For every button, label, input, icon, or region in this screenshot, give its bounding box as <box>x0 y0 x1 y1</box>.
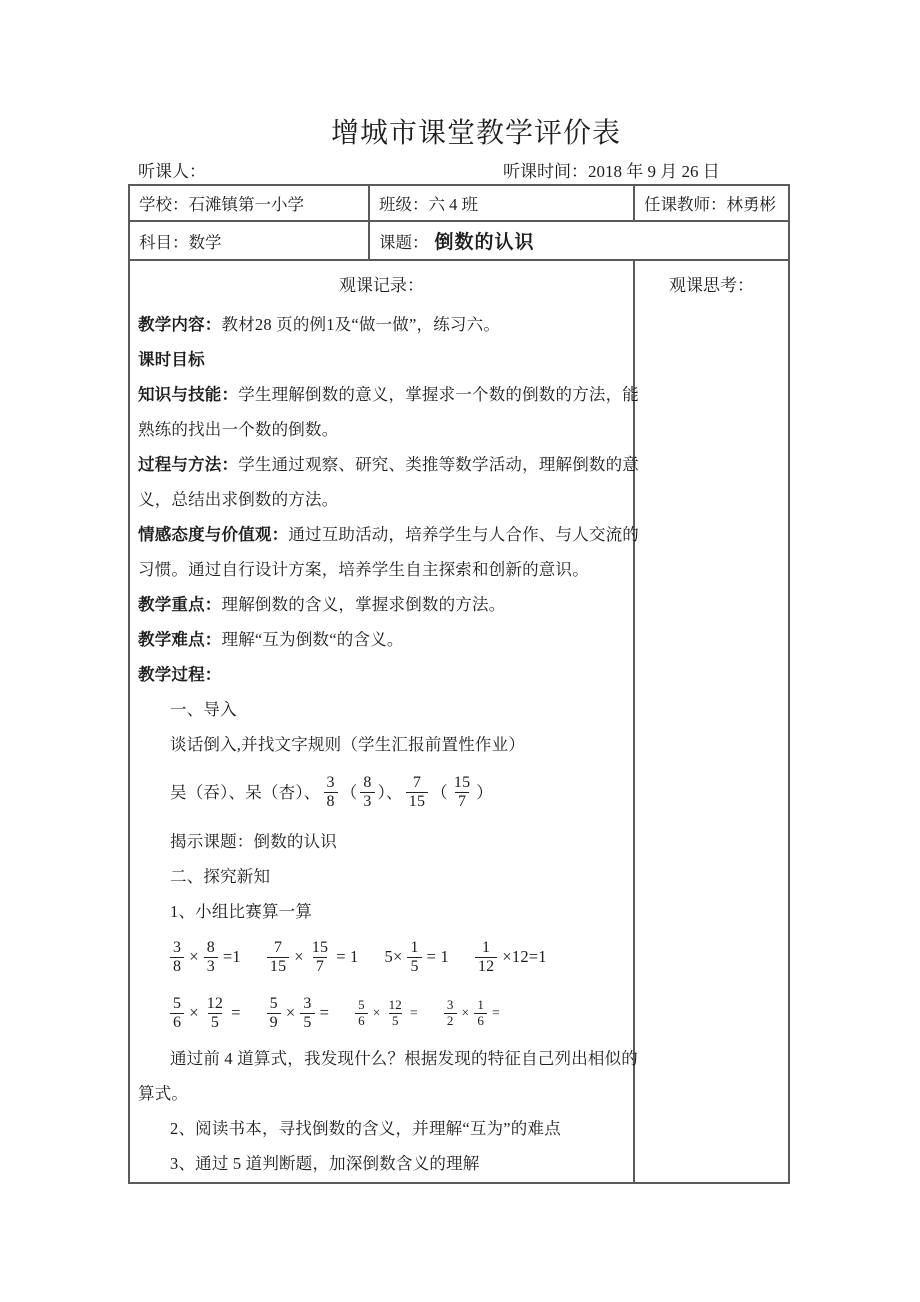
text-run: 算式。 <box>138 1084 189 1103</box>
record-line <box>130 377 640 412</box>
text-run: 熟练的找出一个数的倒数。 <box>138 420 339 439</box>
fraction-denominator: 5 <box>208 1013 222 1032</box>
text-run: 义，总结出求倒数的方法。 <box>138 490 339 509</box>
record-line <box>130 587 633 622</box>
fraction-numerator: 3 <box>303 994 312 1012</box>
fraction-numerator: 1 <box>410 938 419 956</box>
fraction <box>386 998 405 1028</box>
fraction-numerator: 3 <box>173 938 182 956</box>
fraction-numerator: 3 <box>446 997 454 1013</box>
record-line <box>130 307 633 342</box>
topic-value: 倒数的认识 <box>434 232 535 253</box>
fraction <box>475 939 497 975</box>
equation <box>444 998 500 1028</box>
record-line <box>130 859 633 894</box>
subject-label: 科目： <box>139 232 189 252</box>
fraction-numerator: 15 <box>453 774 471 792</box>
fraction-numerator: 5 <box>358 997 365 1013</box>
record-line <box>130 517 640 552</box>
text-run: 理解倒数的含义，掌握求倒数的方法。 <box>221 595 506 614</box>
topic-cell <box>370 222 788 259</box>
record-line <box>130 1146 633 1181</box>
fraction <box>355 998 368 1028</box>
fraction-denominator: 8 <box>170 957 184 976</box>
topic-label: 课题： <box>379 232 429 252</box>
fraction-denominator: 3 <box>360 792 374 811</box>
record-line <box>130 1041 638 1076</box>
text-run: = <box>410 1005 418 1020</box>
bold-run: 知识与技能： <box>138 385 239 404</box>
text-run: = 1 <box>336 947 359 966</box>
equation <box>267 939 359 975</box>
record-line <box>130 762 633 824</box>
fraction-numerator: 12 <box>388 997 403 1013</box>
text-run: 教材28 页的例1及“做一做”，练习六。 <box>221 315 501 334</box>
text-run: = <box>231 1003 241 1022</box>
record-content <box>130 307 640 1181</box>
fraction-denominator: 6 <box>355 1013 368 1028</box>
evaluation-table <box>128 184 790 1184</box>
fraction-denominator: 3 <box>204 957 218 976</box>
text-run: （ <box>340 783 358 802</box>
fraction <box>204 995 226 1031</box>
record-line <box>130 482 633 517</box>
school-value: 石滩镇第一小学 <box>188 195 304 214</box>
fraction-denominator: 12 <box>475 957 497 976</box>
text-run: × <box>461 1005 470 1020</box>
text-run: = 1 <box>426 947 449 966</box>
time-label: 听课时间：2018 年 9 月 26 日 <box>503 162 720 181</box>
fraction-numerator: 7 <box>273 938 283 956</box>
fraction-denominator: 6 <box>170 1013 184 1032</box>
fraction <box>170 995 184 1031</box>
text-run: × <box>189 947 199 966</box>
record-line <box>130 1111 633 1146</box>
record-line <box>130 894 633 929</box>
fraction-denominator: 15 <box>267 957 289 976</box>
text-run: 3、通过 5 道判断题，加深倒数含义的理解 <box>170 1154 480 1173</box>
info-row-1 <box>130 186 788 222</box>
fraction <box>267 939 289 975</box>
text-run: 5× <box>384 947 403 966</box>
thoughts-header: 观课思考： <box>669 276 754 295</box>
fraction <box>360 774 374 810</box>
fraction <box>267 995 281 1031</box>
fraction-numerator: 1 <box>477 997 485 1013</box>
teacher-label: 任课教师： <box>644 195 727 214</box>
fraction-numerator: 5 <box>173 994 182 1012</box>
fraction-denominator: 2 <box>444 1013 457 1028</box>
record-line <box>130 692 633 727</box>
school-label: 学校： <box>139 195 189 214</box>
fraction-numerator: 15 <box>311 938 329 956</box>
info-row-2 <box>130 222 788 261</box>
fraction <box>309 939 331 975</box>
fraction <box>444 998 457 1028</box>
fraction-denominator: 8 <box>324 792 338 811</box>
bold-run: 教学内容： <box>138 315 222 334</box>
text-run: 通过互助活动，培养学生与人合作、与人交流的 <box>288 525 640 544</box>
text-run: 理解“互为倒数“的含义。 <box>221 630 404 649</box>
record-line <box>130 447 640 482</box>
text-run: ）、 <box>377 783 403 802</box>
fraction <box>204 939 218 975</box>
equation <box>170 939 241 975</box>
equation <box>475 939 547 975</box>
teacher-cell <box>635 186 788 220</box>
text-run: ） <box>476 783 493 802</box>
page-title: 增城市课堂教学评价表 <box>330 118 621 149</box>
text-run: = <box>319 1003 330 1022</box>
fraction-denominator: 5 <box>407 957 421 976</box>
bold-run: 过程与方法： <box>138 455 239 474</box>
bold-run: 课时目标 <box>138 350 205 369</box>
record-line <box>130 342 633 377</box>
fraction-numerator: 5 <box>269 994 278 1012</box>
equation-row <box>130 985 633 1041</box>
fraction <box>406 774 428 810</box>
record-header: 观课记录： <box>339 276 424 295</box>
record-line <box>130 824 633 859</box>
record-line <box>130 727 633 762</box>
record-line <box>130 552 633 587</box>
equation-row <box>130 929 633 985</box>
fraction-numerator: 3 <box>326 774 335 792</box>
meta-row <box>0 157 920 183</box>
text-run: 二、探究新知 <box>170 867 271 886</box>
bold-run: 教学重点： <box>138 595 222 614</box>
fraction <box>300 995 314 1031</box>
text-run: 习惯。通过自行设计方案，培养学生自主探索和创新的意识。 <box>138 560 589 579</box>
text-run: 揭示课题：倒数的认识 <box>170 832 337 851</box>
text-run: 学生通过观察、研究、类推等数学活动，理解倒数的意 <box>238 455 640 474</box>
text-run: 吴（吞）、呆（杏）、 <box>170 783 321 802</box>
fraction-denominator: 6 <box>474 1013 487 1028</box>
fraction-denominator: 7 <box>313 957 327 976</box>
teacher-value: 林勇彬 <box>726 195 776 214</box>
fraction-numerator: 7 <box>412 774 422 792</box>
text-run: 2、阅读书本，寻找倒数的含义，并理解“互为”的难点 <box>170 1119 561 1138</box>
text-run: × <box>189 1003 199 1022</box>
text-run: 学生理解倒数的意义，掌握求一个数的倒数的方法，能 <box>238 385 640 404</box>
text-run: = <box>492 1005 500 1020</box>
record-cell <box>130 261 640 1182</box>
listener-label: 听课人： <box>138 162 206 181</box>
equation <box>267 995 329 1031</box>
fraction-denominator: 5 <box>389 1013 402 1028</box>
bold-run: 教学过程： <box>138 665 222 684</box>
record-line <box>130 1076 633 1111</box>
record-line <box>130 412 633 447</box>
text-run: × <box>285 1003 296 1022</box>
equation <box>355 998 418 1028</box>
class-value: 六 4 班 <box>428 195 478 214</box>
record-row <box>130 261 788 1182</box>
text-run: =1 <box>222 947 241 966</box>
fraction-denominator: 15 <box>406 792 428 811</box>
text-run: 一、导入 <box>170 700 237 719</box>
text-run: × <box>294 947 304 966</box>
fraction <box>170 939 184 975</box>
fraction-denominator: 9 <box>267 1013 281 1032</box>
class-cell <box>370 186 635 220</box>
text-run: × <box>372 1005 381 1020</box>
subject-cell <box>130 222 370 259</box>
thoughts-cell <box>635 261 788 1182</box>
text-run: ×12=1 <box>502 947 547 966</box>
fraction-numerator: 12 <box>206 994 224 1012</box>
fraction-numerator: 1 <box>482 938 491 956</box>
record-line <box>130 657 633 692</box>
text-run: 1、小组比赛算一算 <box>170 902 313 921</box>
record-line <box>130 622 633 657</box>
fraction-denominator: 7 <box>455 792 469 811</box>
bold-run: 情感态度与价值观： <box>138 525 289 544</box>
fraction-numerator: 8 <box>206 938 215 956</box>
fraction-numerator: 8 <box>363 774 372 792</box>
text-run: 谈话倒入,并找文字规则（学生汇报前置性作业） <box>170 735 526 754</box>
class-label: 班级： <box>379 195 429 214</box>
fraction <box>324 774 338 810</box>
fraction-denominator: 5 <box>300 1013 314 1032</box>
text-run: 通过前 4 道算式，我发现什么？根据发现的特征自己列出相似的 <box>170 1049 638 1068</box>
subject-value: 数学 <box>188 232 222 252</box>
text-run: （ <box>431 783 448 802</box>
bold-run: 教学难点： <box>138 630 222 649</box>
equation <box>385 939 449 975</box>
equation <box>170 995 241 1031</box>
fraction <box>474 998 487 1028</box>
fraction <box>407 939 421 975</box>
fraction <box>451 774 473 810</box>
school-cell <box>130 186 370 220</box>
